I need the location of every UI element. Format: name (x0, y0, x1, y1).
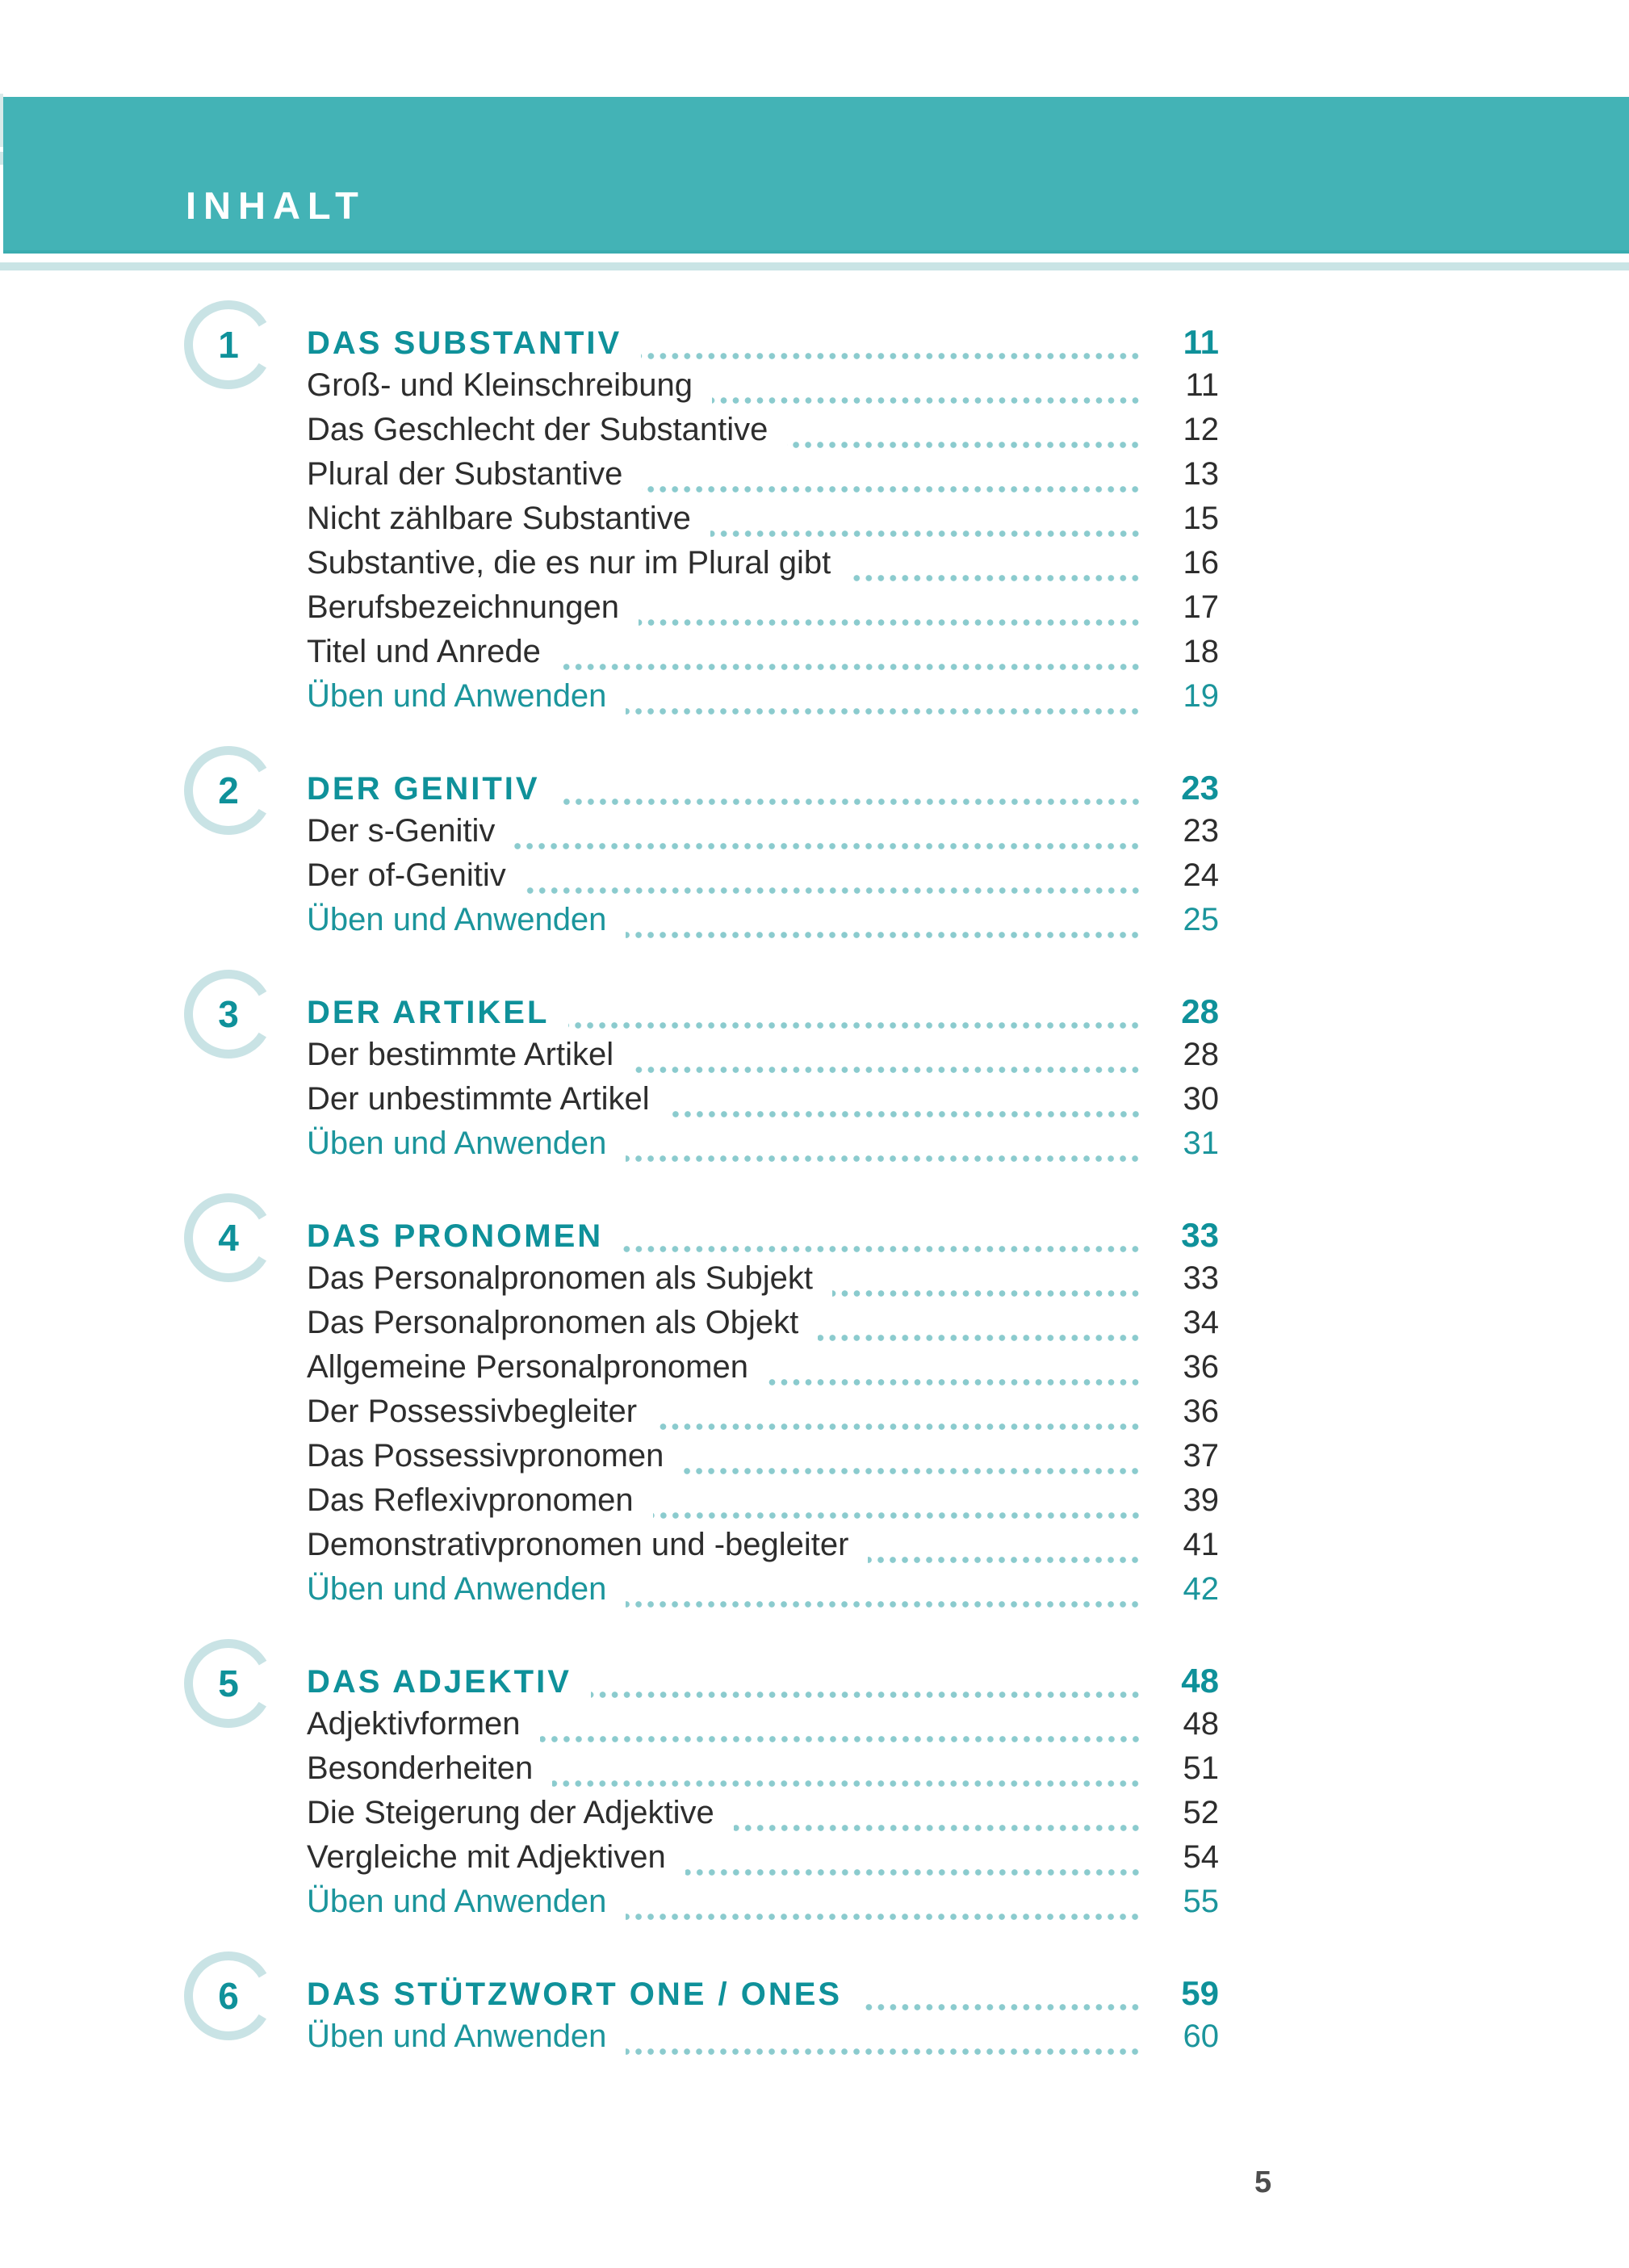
chapter-number: 5 (218, 1662, 239, 1704)
item-label: Üben und Anwenden (307, 1571, 607, 1607)
item-label: Titel und Anrede (307, 634, 541, 669)
toc-row (307, 589, 1219, 634)
toc-row (307, 1438, 1219, 1482)
toc-row (307, 857, 1219, 902)
toc-row (307, 1750, 1219, 1795)
item-label: Üben und Anwenden (307, 902, 607, 937)
item-page: 42 (1183, 1571, 1219, 1607)
item-page: 11 (1185, 367, 1219, 403)
toc-row (307, 1394, 1219, 1438)
toc-row (307, 1081, 1219, 1126)
item-page: 33 (1183, 1260, 1219, 1296)
toc-row (307, 412, 1219, 456)
dotted-leader (591, 1691, 1141, 1699)
item-page: 34 (1183, 1305, 1219, 1340)
item-label: Üben und Anwenden (307, 1884, 607, 1919)
item-page: 23 (1183, 813, 1219, 849)
item-page: 19 (1183, 678, 1219, 714)
chapter-page: 11 (1183, 323, 1219, 361)
section-items (307, 1037, 1219, 1170)
chapter-number-badge (184, 1639, 273, 1728)
item-label: Vergleiche mit Adjektiven (307, 1839, 666, 1875)
dotted-leader (626, 1913, 1141, 1921)
toc-row (307, 1349, 1219, 1394)
item-page: 16 (1183, 545, 1219, 581)
footer-page-number: 5 (1254, 2165, 1272, 2199)
header-bar (3, 97, 1629, 254)
item-page: 54 (1183, 1839, 1219, 1875)
item-label: Üben und Anwenden (307, 1126, 607, 1161)
item-page: 48 (1183, 1706, 1219, 1742)
item-page: 24 (1183, 857, 1219, 893)
chapter-page: 28 (1181, 992, 1219, 1030)
section-items (307, 813, 1219, 946)
item-label: Das Personalpronomen als Objekt (307, 1305, 799, 1340)
toc-section (218, 992, 1219, 1170)
item-label: Demonstrativpronomen und -begleiter (307, 1527, 849, 1562)
item-page: 31 (1183, 1126, 1219, 1161)
item-label: Der s-Genitiv (307, 813, 496, 849)
toc-row (307, 1571, 1219, 1616)
item-label: Das Reflexivpronomen (307, 1482, 634, 1518)
dotted-leader (861, 2003, 1141, 2011)
dotted-leader (734, 1824, 1141, 1832)
item-page: 36 (1183, 1349, 1219, 1385)
item-page: 13 (1183, 456, 1219, 492)
dotted-leader (626, 707, 1141, 715)
toc-row (307, 1884, 1219, 1928)
item-label: Der bestimmte Artikel (307, 1037, 614, 1072)
page-title: INHALT (186, 184, 366, 227)
toc-row-chapter (307, 992, 1219, 1037)
section-items (307, 1260, 1219, 1616)
toc-section (218, 323, 1219, 723)
item-page: 60 (1183, 2019, 1219, 2054)
item-page: 39 (1183, 1482, 1219, 1518)
toc-row (307, 501, 1219, 545)
toc-section (218, 769, 1219, 946)
item-page: 18 (1183, 634, 1219, 669)
dotted-leader (626, 1155, 1141, 1163)
item-page: 17 (1183, 589, 1219, 625)
chapter-page: 33 (1181, 1216, 1219, 1254)
chapter-number-badge (184, 300, 273, 389)
dotted-leader (683, 1467, 1141, 1475)
toc-section (218, 1662, 1219, 1928)
item-page: 15 (1183, 501, 1219, 536)
item-page: 51 (1183, 1750, 1219, 1786)
dotted-leader (768, 1378, 1141, 1386)
chapter-number: 1 (218, 324, 239, 366)
dotted-leader (832, 1289, 1141, 1297)
item-label: Besonderheiten (307, 1750, 534, 1786)
item-page: 30 (1183, 1081, 1219, 1117)
chapter-title: DAS STÜTZWORT ONE / ONES (307, 1977, 843, 2012)
item-label: Berufsbezeichnungen (307, 589, 619, 625)
dotted-leader (818, 1334, 1141, 1342)
toc-row (307, 1706, 1219, 1750)
item-label: Adjektivformen (307, 1706, 521, 1742)
chapter-page: 23 (1181, 769, 1219, 807)
chapter-number: 2 (218, 769, 239, 811)
toc-section (218, 1216, 1219, 1616)
toc-row (307, 545, 1219, 589)
chapter-title: DAS SUBSTANTIV (307, 325, 622, 361)
toc-row (307, 1795, 1219, 1839)
chapter-number: 3 (218, 993, 239, 1035)
dotted-leader (868, 1556, 1141, 1564)
dotted-leader (653, 1511, 1141, 1520)
dotted-leader (685, 1868, 1141, 1876)
dotted-leader (641, 352, 1141, 360)
item-label: Das Possessivpronomen (307, 1438, 664, 1474)
toc (218, 323, 1219, 2109)
dotted-leader (639, 618, 1141, 627)
toc-row (307, 367, 1219, 412)
section-items (307, 2019, 1219, 2063)
chapter-number-badge (184, 1193, 273, 1282)
toc-row (307, 456, 1219, 501)
toc-row (307, 634, 1219, 678)
item-label: Der Possessivbegleiter (307, 1394, 638, 1429)
item-page: 36 (1183, 1394, 1219, 1429)
item-page: 28 (1183, 1037, 1219, 1072)
item-label: Üben und Anwenden (307, 2019, 607, 2054)
item-label: Der of-Genitiv (307, 857, 506, 893)
dotted-leader (626, 1600, 1141, 1608)
toc-row-chapter (307, 769, 1219, 813)
toc-row (307, 902, 1219, 946)
toc-row-chapter (307, 323, 1219, 367)
item-page: 25 (1183, 902, 1219, 937)
toc-row (307, 1839, 1219, 1884)
toc-row-chapter (307, 1662, 1219, 1706)
chapter-number-badge (184, 746, 273, 835)
chapter-title: DER GENITIV (307, 771, 540, 807)
item-label: Groß- und Kleinschreibung (307, 367, 693, 403)
toc-section (218, 1974, 1219, 2063)
item-label: Das Personalpronomen als Subjekt (307, 1260, 814, 1296)
item-page: 37 (1183, 1438, 1219, 1474)
chapter-title: DER ARTIKEL (307, 995, 550, 1030)
item-page: 52 (1183, 1795, 1219, 1830)
item-label: Üben und Anwenden (307, 678, 607, 714)
toc-row (307, 1482, 1219, 1527)
chapter-number: 4 (218, 1217, 239, 1259)
item-label: Die Steigerung der Adjektive (307, 1795, 714, 1830)
dotted-leader (850, 574, 1141, 582)
dotted-leader (712, 396, 1141, 405)
toc-row (307, 2019, 1219, 2063)
dotted-leader (559, 798, 1141, 806)
toc-row (307, 1260, 1219, 1305)
chapter-number-badge (184, 1951, 273, 2040)
dotted-leader (540, 1735, 1141, 1743)
chapter-page: 48 (1181, 1662, 1219, 1700)
chapter-title: DAS ADJEKTIV (307, 1664, 572, 1700)
dotted-leader (656, 1423, 1141, 1431)
chapter-title: DAS PRONOMEN (307, 1218, 604, 1254)
dotted-leader (622, 1245, 1141, 1253)
dotted-leader (626, 2048, 1141, 2056)
toc-row (307, 1037, 1219, 1081)
dotted-leader (710, 530, 1141, 538)
section-items (307, 367, 1219, 723)
dotted-leader (669, 1110, 1141, 1118)
item-label: Plural der Substantive (307, 456, 623, 492)
section-items (307, 1706, 1219, 1928)
dotted-leader (787, 441, 1141, 449)
item-page: 41 (1183, 1527, 1219, 1562)
dotted-leader (560, 663, 1141, 671)
toc-row (307, 813, 1219, 857)
dotted-leader (626, 931, 1141, 939)
item-label: Der unbestimmte Artikel (307, 1081, 650, 1117)
item-label: Das Geschlecht der Substantive (307, 412, 768, 447)
item-label: Allgemeine Personalpronomen (307, 1349, 748, 1385)
toc-row (307, 678, 1219, 723)
toc-row-chapter (307, 1974, 1219, 2019)
toc-row (307, 1305, 1219, 1349)
dotted-leader (642, 485, 1141, 493)
dotted-leader (568, 1021, 1141, 1029)
chapter-number-badge (184, 970, 273, 1059)
dotted-leader (552, 1780, 1141, 1788)
toc-row-chapter (307, 1216, 1219, 1260)
toc-row (307, 1527, 1219, 1571)
dotted-leader (526, 887, 1141, 895)
chapter-page: 59 (1181, 1974, 1219, 2012)
chapter-number: 6 (218, 1975, 239, 2017)
item-label: Nicht zählbare Substantive (307, 501, 691, 536)
dotted-leader (514, 842, 1141, 850)
item-label: Substantive, die es nur im Plural gibt (307, 545, 831, 581)
item-page: 12 (1183, 412, 1219, 447)
dotted-leader (633, 1066, 1141, 1074)
header-divider-strip (0, 262, 1629, 270)
item-page: 55 (1183, 1884, 1219, 1919)
toc-row (307, 1126, 1219, 1170)
